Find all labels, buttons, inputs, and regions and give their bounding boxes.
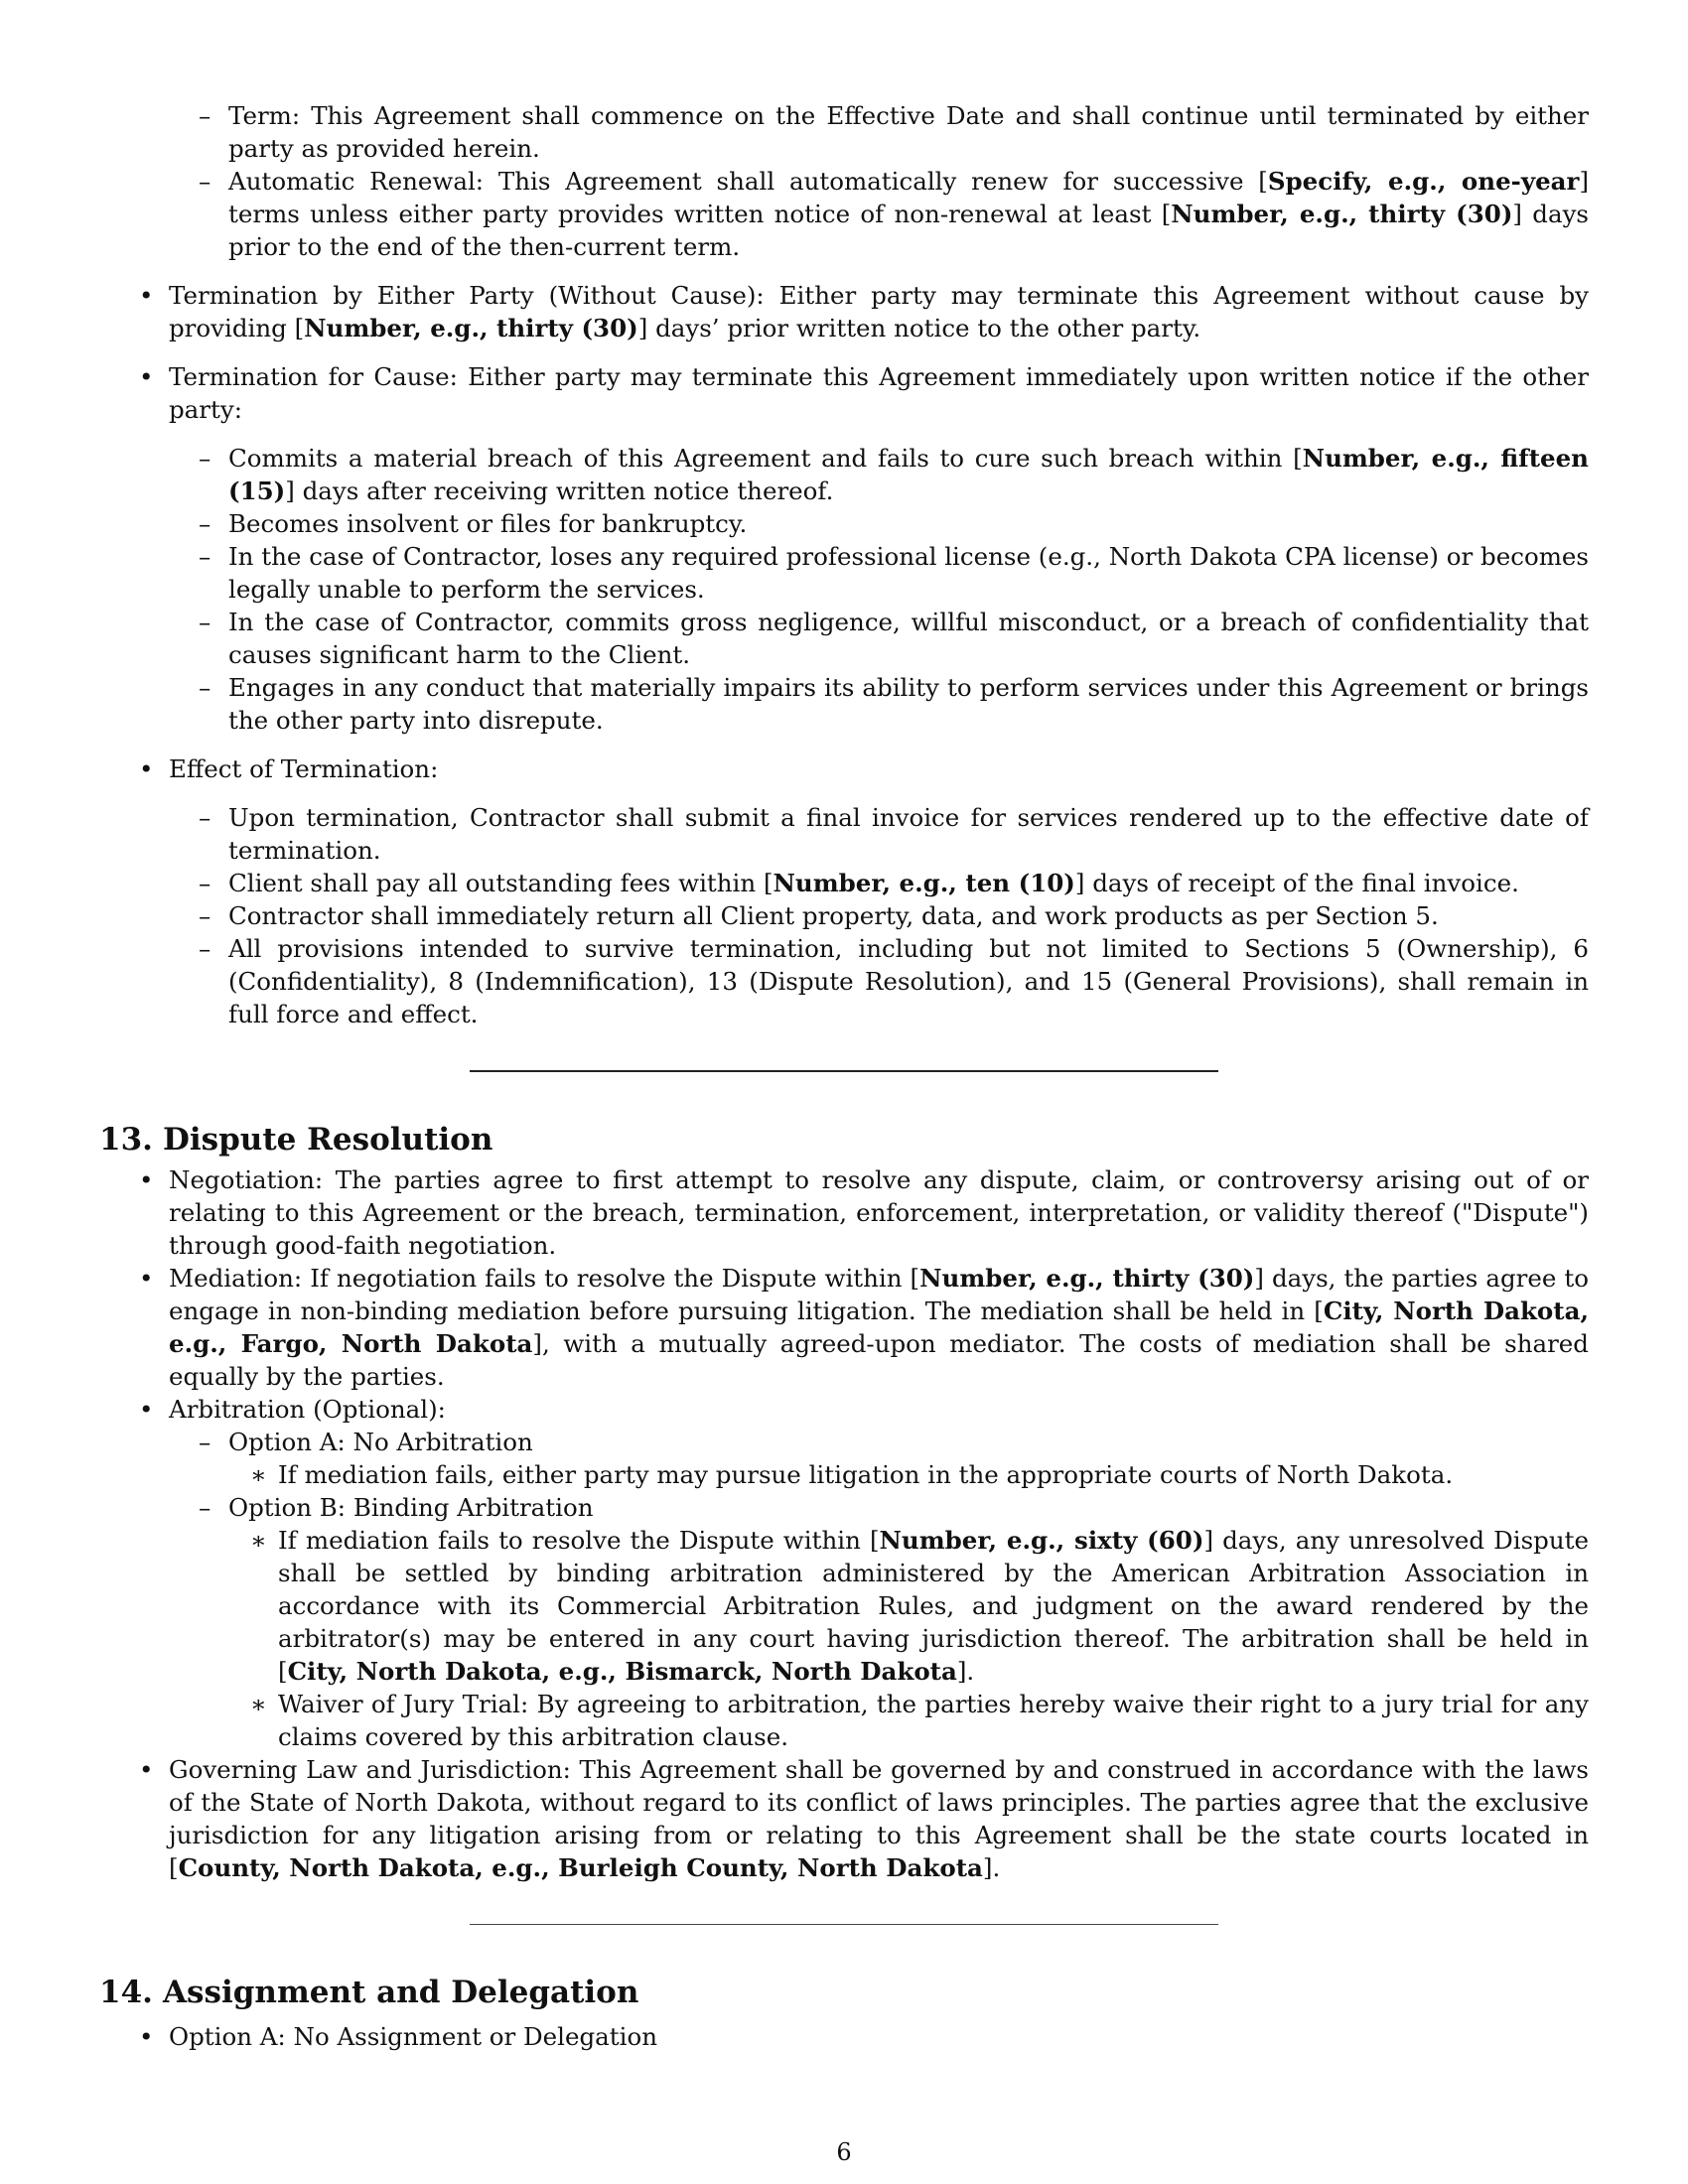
governing-law-item: • Governing Law and Jurisdiction: This Agreement shall be governed by and construed in accordance with the laws of the State of North Dakota, without regard to its conflict of laws principles. The parties agree that the exclusive jurisdiction for any litigation arising from or relating to this Agreement shall be the state courts located in [County, North Dakota, e.g., Burleigh County, North Dakota]. [99, 1753, 1589, 1884]
arbitration-option-b: – Option B: Binding Arbitration [99, 1491, 1589, 1524]
termination-for-cause-item: • Termination for Cause: Either party may terminate this Agreement immediately upon written notice if the other party: [99, 360, 1589, 426]
effect-of-termination-item: • Effect of Termination: [99, 752, 1589, 785]
bullet-marker [139, 752, 153, 785]
assignment-option-a-item: • Option A: No Assignment or Delegation [99, 2020, 1589, 2053]
dash-marker [199, 899, 211, 932]
asterisk-marker [250, 1458, 267, 1491]
section-14-heading: 14. Assignment and Delegation [99, 1975, 639, 2010]
document-page [99, 99, 1589, 2053]
arbitration-option-a: – Option A: No Arbitration [99, 1426, 1589, 1458]
bullet-marker [139, 2020, 153, 2053]
bullet-marker [139, 360, 153, 393]
termination-without-cause-item: • Termination by Either Party (Without Cause): Either party may terminate this Agreement without cause by providing [Number, e.g., thirty (30)] days’ prior written notice to the other party. [99, 279, 1589, 344]
dash-marker [199, 1426, 211, 1458]
dash-marker [199, 801, 211, 834]
dash-marker [199, 671, 211, 704]
automatic-renewal-item: – Automatic Renewal: This Agreement shall automatically renew for successive [Specify, e.g., one-year] terms unless either party provides written notice of non-renewal at least [Number, e.g., thirty (30)] days prior to the end of the then-current term. [99, 165, 1589, 263]
dash-marker [199, 1491, 211, 1524]
bullet-marker [139, 1393, 153, 1426]
section-13-heading: 13. Dispute Resolution [99, 1122, 493, 1158]
negotiation-item: • Negotiation: The parties agree to first attempt to resolve any dispute, claim, or controversy arising out of or relating to this Agreement or the breach, termination, enforcement, interpretation, or validity thereof ("Dispute") through good-faith negotiation. [99, 1163, 1589, 1262]
dash-marker [199, 540, 211, 573]
dash-marker [199, 99, 211, 132]
option-a-subitem: ∗ If mediation fails, either party may pursue litigation in the appropriate courts of North Dakota. [99, 1458, 1589, 1491]
mediation-item: • Mediation: If negotiation fails to resolve the Dispute within [Number, e.g., thirty (30)] days, the parties agree to engage in non-binding mediation before pursuing litigation. The mediation shall be held in [City, North Dakota, e.g., Fargo, North Dakota], with a mutually agreed-upon mediator. The costs of mediation shall be shared equally by the parties. [99, 1262, 1589, 1393]
effect-subitem: – Client shall pay all outstanding fees within [Number, e.g., ten (10)] days of receipt of the final invoice. [99, 867, 1589, 899]
for-cause-subitem: – In the case of Contractor, loses any required professional license (e.g., North Dakota CPA license) or becomes legally unable to perform the services. [99, 540, 1589, 606]
page-number: 6 [836, 2138, 852, 2166]
asterisk-marker [250, 1688, 267, 1720]
for-cause-subitem: – Commits a material breach of this Agreement and fails to cure such breach within [Number, e.g., fifteen (15)] days after receiving written notice thereof. [99, 442, 1589, 507]
arbitration-item: • Arbitration (Optional): [99, 1393, 1589, 1426]
effect-subitem: – Upon termination, Contractor shall submit a final invoice for services rendered up to the effective date of termination. [99, 801, 1589, 867]
dash-marker [199, 507, 211, 540]
bullet-marker [139, 1262, 153, 1295]
for-cause-subitem: – Engages in any conduct that materially impairs its ability to perform services under this Agreement or brings the other party into disrepute. [99, 671, 1589, 737]
bullet-marker [139, 1753, 153, 1786]
dash-marker [199, 165, 211, 198]
option-b-subitem: ∗ If mediation fails to resolve the Dispute within [Number, e.g., sixty (60)] days, any unresolved Dispute shall be settled by binding arbitration administered by the American Arbitration Association in accordance with its Commercial Arbitration Rules, and judgment on the award rendered by the arbitrator(s) may be entered in any court having jurisdiction thereof. The arbitration shall be held in [City, North Dakota, e.g., Bismarck, North Dakota]. [99, 1524, 1589, 1688]
for-cause-subitem: – Becomes insolvent or files for bankruptcy. [99, 507, 1589, 540]
effect-subitem: – Contractor shall immediately return all Client property, data, and work products as per Section 5. [99, 899, 1589, 932]
option-b-subitem: ∗ Waiver of Jury Trial: By agreeing to arbitration, the parties hereby waive their right to a jury trial for any claims covered by this arbitration clause. [99, 1688, 1589, 1753]
dash-marker [199, 932, 211, 965]
bullet-marker [139, 1163, 153, 1196]
for-cause-subitem: – In the case of Contractor, commits gross negligence, willful misconduct, or a breach of confidentiality that causes significant harm to the Client. [99, 606, 1589, 671]
dash-marker [199, 442, 211, 475]
dash-marker [199, 867, 211, 899]
effect-subitem: – All provisions intended to survive termination, including but not limited to Sections 5 (Ownership), 6 (Confidentiality), 8 (Indemnification), 13 (Dispute Resolution), and 15 (General Provisions), shall remain in full force and effect. [99, 932, 1589, 1030]
asterisk-marker [250, 1524, 267, 1557]
dash-marker [199, 606, 211, 638]
term-item: – Term: This Agreement shall commence on the Effective Date and shall continue until terminated by either party as provided herein. [99, 99, 1589, 165]
bullet-marker [139, 279, 153, 312]
